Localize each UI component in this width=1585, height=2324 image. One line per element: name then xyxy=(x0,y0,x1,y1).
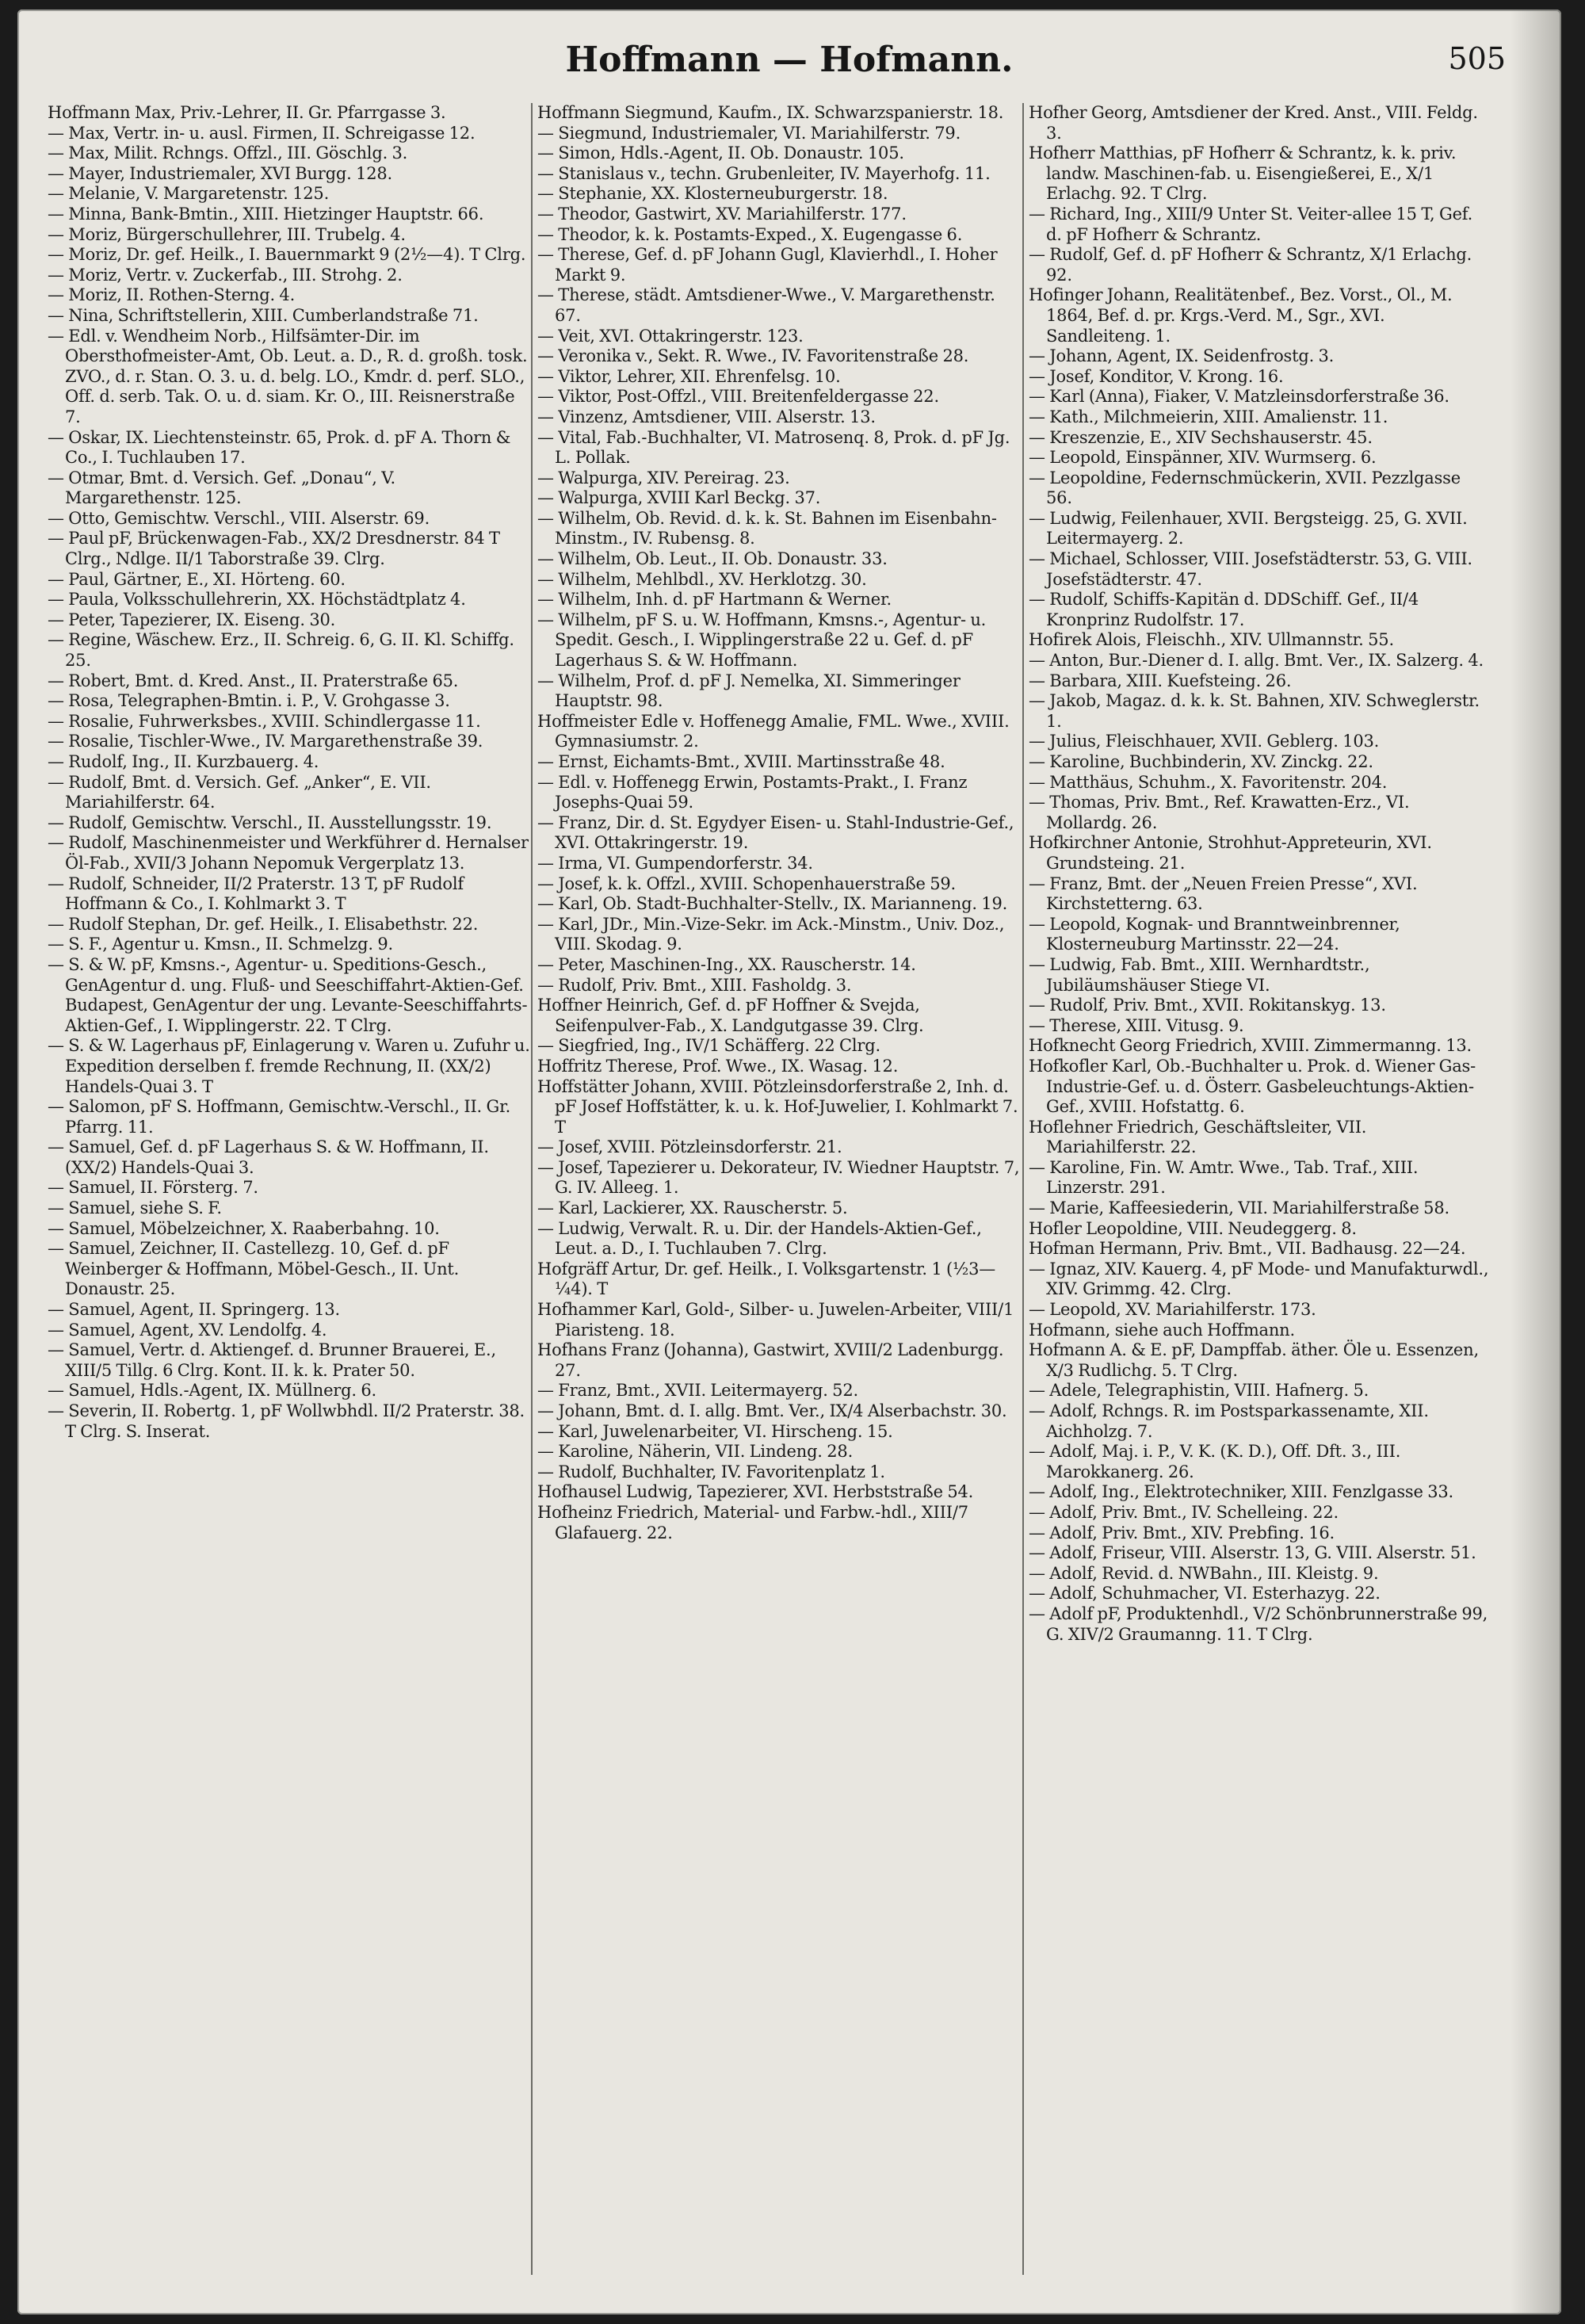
directory-entry: — Barbara, XIII. Kuefsteing. 26. xyxy=(1029,671,1292,690)
directory-entry: — Rosalie, Tischler-Wwe., IV. Margarethenstraße 39. xyxy=(48,732,483,751)
directory-entry: — Franz, Bmt. der „Neuen Freien Presse“, XVI. Kirchstetterng. 63. xyxy=(1029,873,1418,914)
directory-entry: — Karoline, Fin. W. Amtr. Wwe., Tab. Traf., XIII. Linzerstr. 291. xyxy=(1029,1157,1419,1198)
directory-entry: — Max, Vertr. in- u. ausl. Firmen, II. Schreigasse 12. xyxy=(48,123,476,143)
directory-entry: — Oskar, IX. Liechtensteinstr. 65, Prok. d. pF A. Thorn & Co., I. Tuchlauben 17. xyxy=(48,427,511,468)
directory-entry: — Stanislaus v., techn. Grubenleiter, IV. Mayerhofg. 11. xyxy=(537,163,991,183)
directory-entry: — Adolf, Priv. Bmt., XIV. Prebfing. 16. xyxy=(1029,1523,1335,1542)
directory-entry: — Irma, VI. Gumpendorferstr. 34. xyxy=(537,853,813,873)
directory-entry: — Rudolf Stephan, Dr. gef. Heilk., I. Elisabethstr. 22. xyxy=(48,914,479,934)
directory-entry: — Rudolf, Priv. Bmt., XIII. Fasholdg. 3. xyxy=(537,975,852,995)
directory-entry: — Franz, Dir. d. St. Egydyer Eisen- u. Stahl-Industrie-Gef., XVI. Ottakringerstr. 19. xyxy=(537,812,1014,853)
column-rule xyxy=(1022,103,1024,2275)
directory-entry: — Moriz, Vertr. v. Zuckerfab., III. Strohg. 2. xyxy=(48,265,403,285)
directory-entry: — Leopold, Kognak- und Branntweinbrenner, Klosterneuburg Martinsstr. 22—24. xyxy=(1029,914,1400,954)
directory-entry: — Otto, Gemischtw. Verschl., VIII. Alserstr. 69. xyxy=(48,508,430,528)
directory-entry: — Johann, Bmt. d. I. allg. Bmt. Ver., IX/4 Alserbachstr. 30. xyxy=(537,1401,1007,1420)
directory-entry: — Nina, Schriftstellerin, XIII. Cumberlandstraße 71. xyxy=(48,305,479,325)
directory-entry: Hoflehner Friedrich, Geschäftsleiter, VII. Mariahilferstr. 22. xyxy=(1029,1117,1367,1157)
directory-entry: — Josef, k. k. Offzl., XVIII. Schopenhauerstraße 59. xyxy=(537,873,957,893)
directory-entry: — Samuel, Agent, XV. Lendolfg. 4. xyxy=(48,1320,327,1340)
directory-entry: Hofmann A. & E. pF, Dampffab. äther. Öle u. Essenzen, X/3 Rudlichg. 5. T Clrg. xyxy=(1029,1340,1479,1380)
directory-entry: — Siegmund, Industriemaler, VI. Mariahilferstr. 79. xyxy=(537,123,961,143)
directory-entry: — Minna, Bank-Bmtin., XIII. Hietzinger Hauptstr. 66. xyxy=(48,204,484,224)
directory-entry: — Samuel, II. Försterg. 7. xyxy=(48,1178,258,1198)
directory-entry: Hofirek Alois, Fleischh., XIV. Ullmannstr. 55. xyxy=(1029,630,1394,650)
directory-entry: — Walpurga, XIV. Pereirag. 23. xyxy=(537,468,790,487)
directory-entry: Hoffner Heinrich, Gef. d. pF Hoffner & Svejda, Seifenpulver-Fab., X. Landgutgasse 39. Clrg. xyxy=(537,996,924,1035)
directory-entry: — Richard, Ing., XIII/9 Unter St. Veiter-allee 15 T, Gef. d. pF Hofherr & Schrantz. xyxy=(1029,204,1473,244)
directory-entry: — Ludwig, Feilenhauer, XVII. Bergsteigg. 25, G. XVII. Leitermayerg. 2. xyxy=(1029,508,1468,549)
directory-entry: — Karoline, Näherin, VII. Lindeng. 28. xyxy=(537,1442,854,1462)
directory-entry: — Vital, Fab.-Buchhalter, VI. Matrosenq. 8, Prok. d. pF Jg. L. Pollak. xyxy=(537,427,1010,468)
directory-entry: — Paul pF, Brückenwagen-Fab., XX/2 Dresdnerstr. 84 T Clrg., Ndlge. II/1 Taborstraße 39. Clrg. xyxy=(48,529,500,569)
directory-entry: — Wilhelm, Prof. d. pF J. Nemelka, XI. Simmeringer Hauptstr. 98. xyxy=(537,671,961,711)
directory-entry: — Josef, Konditor, V. Krong. 16. xyxy=(1029,366,1284,386)
directory-entry: — Severin, II. Robertg. 1, pF Wollwbhdl. II/2 Praterstr. 38. T Clrg. S. Inserat. xyxy=(48,1401,525,1441)
directory-entry: — Ludwig, Verwalt. R. u. Dir. der Handels-Aktien-Gef., Leut. a. D., I. Tuchlauben 7. Clrg. xyxy=(537,1218,982,1259)
directory-entry: — Ignaz, XIV. Kauerg. 4, pF Mode- und Manufakturwdl., XIV. Grimmg. 42. Clrg. xyxy=(1029,1259,1489,1299)
directory-entry: — Viktor, Post-Offzl., VIII. Breitenfeldergasse 22. xyxy=(537,387,939,407)
directory-entry: — Josef, XVIII. Pötzleinsdorferstr. 21. xyxy=(537,1137,842,1157)
directory-entry: — Wilhelm, pF S. u. W. Hoffmann, Kmsns.-, Agentur- u. Spedit. Gesch., I. Wipplingerstraße 22 u. Gef. d. pF Lagerhaus S. & W. Hoffmann. xyxy=(537,610,987,671)
directory-entry: — Rudolf, Schiffs-Kapitän d. DDSchiff. Gef., II/4 Kronprinz Rudolfstr. 17. xyxy=(1029,590,1419,629)
page-edge-shadow xyxy=(1511,10,1561,2314)
directory-entry: — Marie, Kaffeesiederin, VII. Mariahilferstraße 58. xyxy=(1029,1198,1449,1218)
directory-entry: — Mayer, Industriemaler, XVI Burgg. 128. xyxy=(48,163,392,183)
directory-entry: — Viktor, Lehrer, XII. Ehrenfelsg. 10. xyxy=(537,366,841,386)
directory-entry: — Therese, Gef. d. pF Johann Gugl, Klavierhdl., I. Hoher Markt 9. xyxy=(537,245,998,285)
directory-entry: — Samuel, Vertr. d. Aktiengef. d. Brunner Brauerei, E., XIII/5 Tillg. 6 Clrg. Kont. II. k. k. Prater 50. xyxy=(48,1340,496,1380)
directory-entry: — Theodor, k. k. Postamts-Exped., X. Eugengasse 6. xyxy=(537,224,963,244)
directory-page xyxy=(17,10,1561,2314)
directory-entry: — Rudolf, Gef. d. pF Hofherr & Schrantz, X/1 Erlachg. 92. xyxy=(1029,245,1472,285)
directory-entry: Hofmann, siehe auch Hoffmann. xyxy=(1029,1320,1295,1340)
directory-entry: Hofman Hermann, Priv. Bmt., VII. Badhausg. 22—24. xyxy=(1029,1239,1466,1259)
directory-entry: — Rosalie, Fuhrwerksbes., XVIII. Schindlergasse 11. xyxy=(48,711,481,731)
directory-entry: — Wilhelm, Ob. Revid. d. k. k. St. Bahnen im Eisenbahn-Minstm., IV. Rubensg. 8. xyxy=(537,508,997,549)
column-1 xyxy=(48,103,533,2275)
directory-entry: — Rudolf, Ing., II. Kurzbauerg. 4. xyxy=(48,752,319,771)
directory-entry: — Adolf, Priv. Bmt., IV. Schelleing. 22. xyxy=(1029,1502,1339,1522)
directory-entry: — Karl (Anna), Fiaker, V. Matzleinsdorferstraße 36. xyxy=(1029,387,1449,407)
directory-entry: — S. & W. Lagerhaus pF, Einlagerung v. Waren u. Zufuhr u. Expedition derselben f. fremde Rechnung, II. (XX/2) Handels-Quai 3. T xyxy=(48,1036,530,1096)
directory-entry: — Wilhelm, Inh. d. pF Hartmann & Werner. xyxy=(537,590,892,610)
directory-entry: — Regine, Wäschew. Erz., II. Schreig. 6, G. II. Kl. Schiffg. 25. xyxy=(48,630,514,671)
directory-entry: — Max, Milit. Rchngs. Offzl., III. Göschlg. 3. xyxy=(48,143,408,163)
directory-entry: — Peter, Tapezierer, IX. Eiseng. 30. xyxy=(48,610,336,629)
directory-entry: Hofherr Matthias, pF Hofherr & Schrantz, k. k. priv. landw. Maschinen-fab. u. Eisengießerei, E., X/1 Erlachg. 92. T Clrg. xyxy=(1029,143,1457,204)
directory-entry: — Adele, Telegraphistin, VIII. Hafnerg. 5. xyxy=(1029,1381,1369,1401)
directory-entry: — Moriz, II. Rothen-Sterng. 4. xyxy=(48,285,296,305)
directory-entry: — Matthäus, Schuhm., X. Favoritenstr. 204. xyxy=(1029,772,1388,792)
directory-entry: — Rudolf, Bmt. d. Versich. Gef. „Anker“, E. VII. Mariahilferstr. 64. xyxy=(48,772,431,812)
directory-entry: — Paula, Volksschullehrerin, XX. Höchstädtplatz 4. xyxy=(48,590,466,610)
directory-entry: — Jakob, Magaz. d. k. k. St. Bahnen, XIV. Schweglerstr. 1. xyxy=(1029,691,1480,731)
directory-entry: — Veronika v., Sekt. R. Wwe., IV. Favoritenstraße 28. xyxy=(537,346,969,366)
directory-entry: — Moriz, Bürgerschullehrer, III. Trubelg. 4. xyxy=(48,224,406,244)
directory-entry: Hofgräff Artur, Dr. gef. Heilk., I. Volksgartenstr. 1 (½3—¼4). T xyxy=(537,1259,996,1299)
directory-entry: — Adolf, Friseur, VIII. Alserstr. 13, G. VIII. Alserstr. 51. xyxy=(1029,1543,1476,1563)
directory-entry: — Kreszenzie, E., XIV Sechshauserstr. 45. xyxy=(1029,427,1373,447)
directory-entry: — Stephanie, XX. Klosterneuburgerstr. 18. xyxy=(537,184,888,204)
directory-entry: — Julius, Fleischhauer, XVII. Geblerg. 103. xyxy=(1029,732,1380,751)
directory-entry: — Wilhelm, Ob. Leut., II. Ob. Donaustr. 33. xyxy=(537,549,888,569)
directory-entry: Hoffmann Siegmund, Kaufm., IX. Schwarzspanierstr. 18. xyxy=(537,103,1004,122)
column-2 xyxy=(537,103,1022,2275)
directory-entry: — Rudolf, Buchhalter, IV. Favoritenplatz 1. xyxy=(537,1462,885,1481)
directory-entry: — Therese, XIII. Vitusg. 9. xyxy=(1029,1015,1244,1035)
directory-entry: Hofhans Franz (Johanna), Gastwirt, XVIII/2 Ladenburgg. 27. xyxy=(537,1340,1004,1380)
directory-entry: Hofhausel Ludwig, Tapezierer, XVI. Herbststraße 54. xyxy=(537,1482,974,1502)
directory-entry: — Karl, JDr., Min.-Vize-Sekr. im Ack.-Minstm., Univ. Doz., VIII. Skodag. 9. xyxy=(537,914,1005,954)
directory-entry: — Moriz, Dr. gef. Heilk., I. Bauernmarkt 9 (2½—4). T Clrg. xyxy=(48,245,526,265)
directory-entry: — Michael, Schlosser, VIII. Josefstädterstr. 53, G. VIII. Josefstädterstr. 47. xyxy=(1029,549,1472,589)
directory-entry: — Adolf, Schuhmacher, VI. Esterhazyg. 22. xyxy=(1029,1584,1381,1603)
directory-entry: — Ludwig, Fab. Bmt., XIII. Wernhardtstr., Jubiläumshäuser Stiege VI. xyxy=(1029,954,1370,995)
directory-entry: — Karl, Lackierer, XX. Rauscherstr. 5. xyxy=(537,1198,848,1218)
directory-entry: — Adolf, Rchngs. R. im Postsparkassenamte, XII. Aichholzg. 7. xyxy=(1029,1401,1429,1441)
directory-columns xyxy=(48,103,1490,2275)
directory-entry: — Kath., Milchmeierin, XIII. Amalienstr. 11. xyxy=(1029,407,1388,426)
directory-entry: — Samuel, Agent, II. Springerg. 13. xyxy=(48,1300,341,1320)
directory-entry: — Leopold, XV. Mariahilferstr. 173. xyxy=(1029,1300,1316,1320)
directory-entry: — Robert, Bmt. d. Kred. Anst., II. Praterstraße 65. xyxy=(48,671,459,690)
directory-entry: Hofkirchner Antonie, Strohhut-Appreteurin, XVI. Grundsteing. 21. xyxy=(1029,833,1432,873)
column-3 xyxy=(1029,103,1490,2275)
directory-entry: — Karl, Ob. Stadt-Buchhalter-Stellv., IX. Marianneng. 19. xyxy=(537,894,1008,914)
directory-entry: — S. F., Agentur u. Kmsn., II. Schmelzg. 9. xyxy=(48,935,393,954)
page-number: 505 xyxy=(1448,41,1506,76)
directory-entry: — Franz, Bmt., XVII. Leitermayerg. 52. xyxy=(537,1381,858,1401)
directory-entry: — Therese, städt. Amtsdiener-Wwe., V. Margarethenstr. 67. xyxy=(537,285,995,325)
directory-entry: Hofher Georg, Amtsdiener der Kred. Anst., VIII. Feldg. 3. xyxy=(1029,103,1478,143)
directory-entry: Hoffmann Max, Priv.-Lehrer, II. Gr. Pfarrgasse 3. xyxy=(48,103,446,122)
directory-entry: — Edl. v. Hoffenegg Erwin, Postamts-Prakt., I. Franz Josephs-Quai 59. xyxy=(537,772,968,812)
directory-entry: — Adolf, Ing., Elektrotechniker, XIII. Fenzlgasse 33. xyxy=(1029,1482,1454,1502)
directory-entry: — Rudolf, Priv. Bmt., XVII. Rokitanskyg. 13. xyxy=(1029,996,1386,1015)
directory-entry: — Thomas, Priv. Bmt., Ref. Krawatten-Erz., VI. Mollardg. 26. xyxy=(1029,793,1410,832)
directory-entry: — Salomon, pF S. Hoffmann, Gemischtw.-Verschl., II. Gr. Pfarrg. 11. xyxy=(48,1097,511,1137)
running-head: Hoffmann — Hofmann. xyxy=(565,40,1014,80)
directory-entry: — Johann, Agent, IX. Seidenfrostg. 3. xyxy=(1029,346,1335,366)
directory-entry: — Anton, Bur.-Diener d. I. allg. Bmt. Ver., IX. Salzerg. 4. xyxy=(1029,651,1484,671)
directory-entry: — Edl. v. Wendheim Norb., Hilfsämter-Dir. im Obersthofmeister-Amt, Ob. Leut. a. D., R. d. großh. tosk. ZVO., d. r. Stan. O. 3. u. d. belg. LO., Kmdr. d. perf. SLO., Off. d. serb. Tak. O. u. d. siam. Kr. O., III. Reisnerstraße 7. xyxy=(48,326,528,426)
directory-entry: — Samuel, Gef. d. pF Lagerhaus S. & W. Hoffmann, II. (XX/2) Handels-Quai 3. xyxy=(48,1137,489,1177)
directory-entry: — Simon, Hdls.-Agent, II. Ob. Donaustr. 105. xyxy=(537,143,904,163)
directory-entry: — Theodor, Gastwirt, XV. Mariahilferstr. 177. xyxy=(537,204,907,224)
directory-entry: — Leopoldine, Federnschmückerin, XVII. Pezzlgasse 56. xyxy=(1029,468,1461,508)
directory-entry: — Samuel, Möbelzeichner, X. Raaberbahng. 10. xyxy=(48,1218,440,1238)
directory-entry: Hofhammer Karl, Gold-, Silber- u. Juwelen-Arbeiter, VIII/1 Piaristeng. 18. xyxy=(537,1300,1014,1340)
directory-entry: Hofler Leopoldine, VIII. Neudeggerg. 8. xyxy=(1029,1218,1357,1238)
directory-entry: — Rudolf, Schneider, II/2 Praterstr. 13 T, pF Rudolf Hoffmann & Co., I. Kohlmarkt 3. T xyxy=(48,873,464,914)
directory-entry: — Leopold, Einspänner, XIV. Wurmserg. 6. xyxy=(1029,448,1377,468)
directory-entry: — Siegfried, Ing., IV/1 Schäfferg. 22 Clrg. xyxy=(537,1036,880,1056)
directory-entry: — Karoline, Buchbinderin, XV. Zinckg. 22. xyxy=(1029,752,1373,771)
directory-entry: — Walpurga, XVIII Karl Beckg. 37. xyxy=(537,488,821,508)
directory-entry: — Peter, Maschinen-Ing., XX. Rauscherstr. 14. xyxy=(537,954,916,974)
directory-entry: — Ernst, Eichamts-Bmt., XVIII. Martinsstraße 48. xyxy=(537,752,945,771)
directory-entry: — Vinzenz, Amtsdiener, VIII. Alserstr. 13. xyxy=(537,407,876,426)
directory-entry: — Otmar, Bmt. d. Versich. Gef. „Donau“, V. Margarethenstr. 125. xyxy=(48,468,395,508)
directory-entry: Hoffstätter Johann, XVIII. Pötzleinsdorferstraße 2, Inh. d. pF Josef Hoffstätter, k. u. k. Hof-Juwelier, I. Kohlmarkt 7. T xyxy=(537,1076,1018,1137)
directory-entry: — Rudolf, Maschinenmeister und Werkführer d. Hernalser Öl-Fab., XVII/3 Johann Nepomuk Vergerplatz 13. xyxy=(48,833,529,873)
directory-entry: — Veit, XVI. Ottakringerstr. 123. xyxy=(537,326,804,346)
directory-entry: — Melanie, V. Margaretenstr. 125. xyxy=(48,184,330,204)
directory-entry: Hoffmeister Edle v. Hoffenegg Amalie, FML. Wwe., XVIII. Gymnasiumstr. 2. xyxy=(537,711,1010,751)
directory-entry: — Samuel, Hdls.-Agent, IX. Müllnerg. 6. xyxy=(48,1381,376,1401)
page-header xyxy=(17,40,1561,103)
directory-entry: — Wilhelm, Mehlbdl., XV. Herklotzg. 30. xyxy=(537,569,867,589)
directory-entry: — Adolf, Revid. d. NWBahn., III. Kleistg. 9. xyxy=(1029,1563,1379,1583)
directory-entry: Hofheinz Friedrich, Material- und Farbw.-hdl., XIII/7 Glafauerg. 22. xyxy=(537,1502,968,1542)
directory-entry: — S. & W. pF, Kmsns.-, Agentur- u. Speditions-Gesch., GenAgentur d. ung. Fluß- und Seeschiffahrt-Aktien-Gef. Budapest, GenAgentur der ung. Levante-Seeschiffahrts-Aktien-Gef., I. Wipplingerstr. 22. T Clrg. xyxy=(48,954,528,1035)
directory-entry: Hofinger Johann, Realitätenbef., Bez. Vorst., Ol., M. 1864, Bef. d. pr. Krgs.-Verd. M., Sgr., XVI. Sandleiteng. 1. xyxy=(1029,285,1453,346)
directory-entry: — Rudolf, Gemischtw. Verschl., II. Ausstellungsstr. 19. xyxy=(48,812,492,832)
directory-entry: — Rosa, Telegraphen-Bmtin. i. P., V. Grohgasse 3. xyxy=(48,691,450,711)
directory-entry: Hofkofler Karl, Ob.-Buchhalter u. Prok. d. Wiener Gas-Industrie-Gef. u. d. Österr. Gasbeleuchtungs-Aktien-Gef., XVIII. Hofstattg. 6. xyxy=(1029,1056,1476,1117)
directory-entry: — Karl, Juwelenarbeiter, VI. Hirscheng. 15. xyxy=(537,1421,893,1441)
directory-entry: — Samuel, siehe S. F. xyxy=(48,1198,222,1218)
directory-entry: Hoffritz Therese, Prof. Wwe., IX. Wasag. 12. xyxy=(537,1056,899,1076)
directory-entry: — Adolf, Maj. i. P., V. K. (K. D.), Off. Dft. 3., III. Marokkanerg. 26. xyxy=(1029,1442,1401,1481)
directory-entry: — Adolf pF, Produktenhdl., V/2 Schönbrunnerstraße 99, G. XIV/2 Graumanng. 11. T Clrg. xyxy=(1029,1603,1488,1644)
directory-entry: — Paul, Gärtner, E., XI. Hörteng. 60. xyxy=(48,569,346,589)
directory-entry: — Samuel, Zeichner, II. Castellezg. 10, Gef. d. pF Weinberger & Hoffmann, Möbel-Gesch., II. Unt. Donaustr. 25. xyxy=(48,1239,460,1299)
directory-entry: Hofknecht Georg Friedrich, XVIII. Zimmermanng. 13. xyxy=(1029,1036,1472,1056)
directory-entry: — Josef, Tapezierer u. Dekorateur, IV. Wiedner Hauptstr. 7, G. IV. Alleeg. 1. xyxy=(537,1157,1020,1198)
